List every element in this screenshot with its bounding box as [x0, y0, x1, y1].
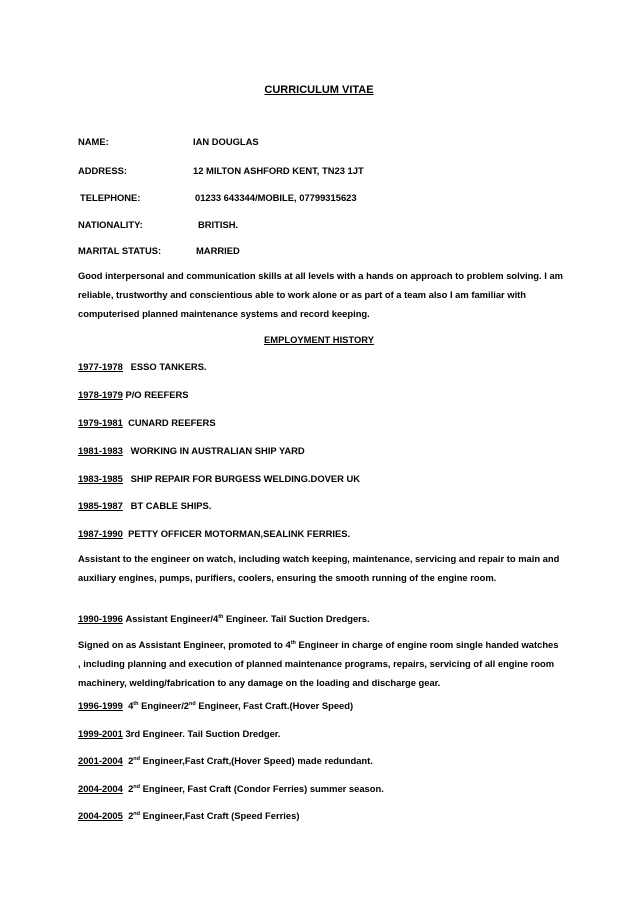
job-item — [78, 783, 384, 794]
telephone-label: TELEPHONE: — [80, 192, 141, 203]
job-item — [78, 728, 281, 739]
address-value: 12 MILTON ASHFORD KENT, TN23 1JT — [193, 165, 364, 176]
job-desc-part: 2 — [128, 810, 134, 821]
job-desc-part: 2 — [128, 755, 134, 766]
job-years: 2004-2004 — [78, 783, 123, 794]
job-desc-part: 3rd Engineer. Tail Suction Dredger. — [125, 728, 281, 739]
name-label: NAME: — [78, 136, 109, 147]
job-desc-part: Engineer, Fast Craft.(Hover Speed) — [195, 700, 354, 711]
job-desc-part: 4 — [128, 700, 134, 711]
job-desc: CUNARD REEFERS — [128, 417, 216, 428]
job-desc: SHIP REPAIR FOR BURGESS WELDING.DOVER UK — [130, 473, 361, 484]
job-desc: BT CABLE SHIPS. — [130, 500, 212, 511]
job-years: 1996-1999 — [78, 700, 123, 711]
ordinal-suffix: nd — [133, 783, 141, 790]
job-desc: ESSO TANKERS. — [130, 361, 207, 372]
job-item — [78, 528, 350, 539]
job-desc: PETTY OFFICER MOTORMAN,SEALINK FERRIES. — [128, 528, 351, 539]
job-desc-part: Assistant Engineer/4 — [125, 613, 219, 624]
detail-part: Signed on as Assistant Engineer, promoted to 4 — [78, 639, 291, 650]
ordinal-suffix: th — [218, 613, 224, 620]
job-desc: WORKING IN AUSTRALIAN SHIP YARD — [130, 445, 305, 456]
job-years: 1983-1985 — [78, 473, 123, 484]
job-desc-part: Engineer,Fast Craft,(Hover Speed) made redundant. — [140, 755, 373, 766]
page-title: CURRICULUM VITAE — [264, 84, 374, 96]
job-item — [78, 417, 216, 428]
job-years: 1979-1981 — [78, 417, 123, 428]
employment-history-heading: EMPLOYMENT HISTORY — [264, 334, 374, 345]
job-years: 1981-1983 — [78, 445, 123, 456]
job-item — [78, 810, 299, 821]
job-desc-part: 2 — [128, 783, 134, 794]
marital-status-label: MARITAL STATUS: — [78, 245, 162, 256]
job-years: 1985-1987 — [78, 500, 123, 511]
telephone-value: 01233 643344/MOBILE, 07799315623 — [195, 192, 357, 203]
job-desc-part: Engineer, Fast Craft (Condor Ferries) summer season. — [140, 783, 384, 794]
job-years: 2001-2004 — [78, 755, 123, 766]
job-desc: P/O REEFERS — [125, 389, 189, 400]
job-desc-part: Engineer. Tail Suction Dredgers. — [223, 613, 370, 624]
job-years: 1978-1979 — [78, 389, 123, 400]
job-detail-1987: Assistant to the engineer on watch, including watch keeping, maintenance, servicing and repair to main and auxiliary engines, pumps, purifiers, coolers, ensuring the smooth running of the engine room. — [78, 553, 560, 583]
nationality-label: NATIONALITY: — [78, 219, 143, 230]
job-item — [78, 755, 373, 766]
job-years: 1977-1978 — [78, 361, 123, 372]
job-item — [78, 500, 211, 511]
ordinal-suffix: th — [133, 700, 139, 707]
ordinal-suffix: nd — [133, 755, 141, 762]
name-value: IAN DOUGLAS — [193, 136, 259, 147]
marital-status-value: MARRIED — [196, 245, 240, 256]
job-item — [78, 361, 207, 372]
summary-paragraph: Good interpersonal and communication skills at all levels with a hands on approach to problem solving. I am reliable, trustworthy and conscientious able to work alone or as part of a team also I am familiar with computerised planned maintenance systems and record keeping. — [78, 270, 563, 319]
address-label: ADDRESS: — [78, 165, 127, 176]
job-years: 2004-2005 — [78, 810, 123, 821]
ordinal-suffix: nd — [189, 700, 196, 707]
job-item-1990 — [78, 613, 370, 624]
job-item — [78, 389, 189, 400]
detail-part: Engineer in charge of engine room single handed watches , including planning and execution of planned maintenance programs, repairs, servicing of all engine room machinery, welding/fabrication to any damage on the loading and discharge gear. — [78, 639, 559, 688]
job-detail-1990 — [78, 635, 563, 692]
job-item — [78, 473, 360, 484]
job-desc-part: Engineer,Fast Craft (Speed Ferries) — [140, 810, 300, 821]
ordinal-suffix: th — [290, 639, 296, 646]
job-years: 1990-1996 — [78, 613, 123, 624]
job-item — [78, 445, 305, 456]
job-years: 1999-2001 — [78, 728, 123, 739]
job-years: 1987-1990 — [78, 528, 123, 539]
job-item — [78, 700, 353, 711]
nationality-value: BRITISH. — [198, 219, 239, 230]
job-desc-part: Engineer/2 — [138, 700, 190, 711]
ordinal-suffix: nd — [133, 810, 141, 817]
